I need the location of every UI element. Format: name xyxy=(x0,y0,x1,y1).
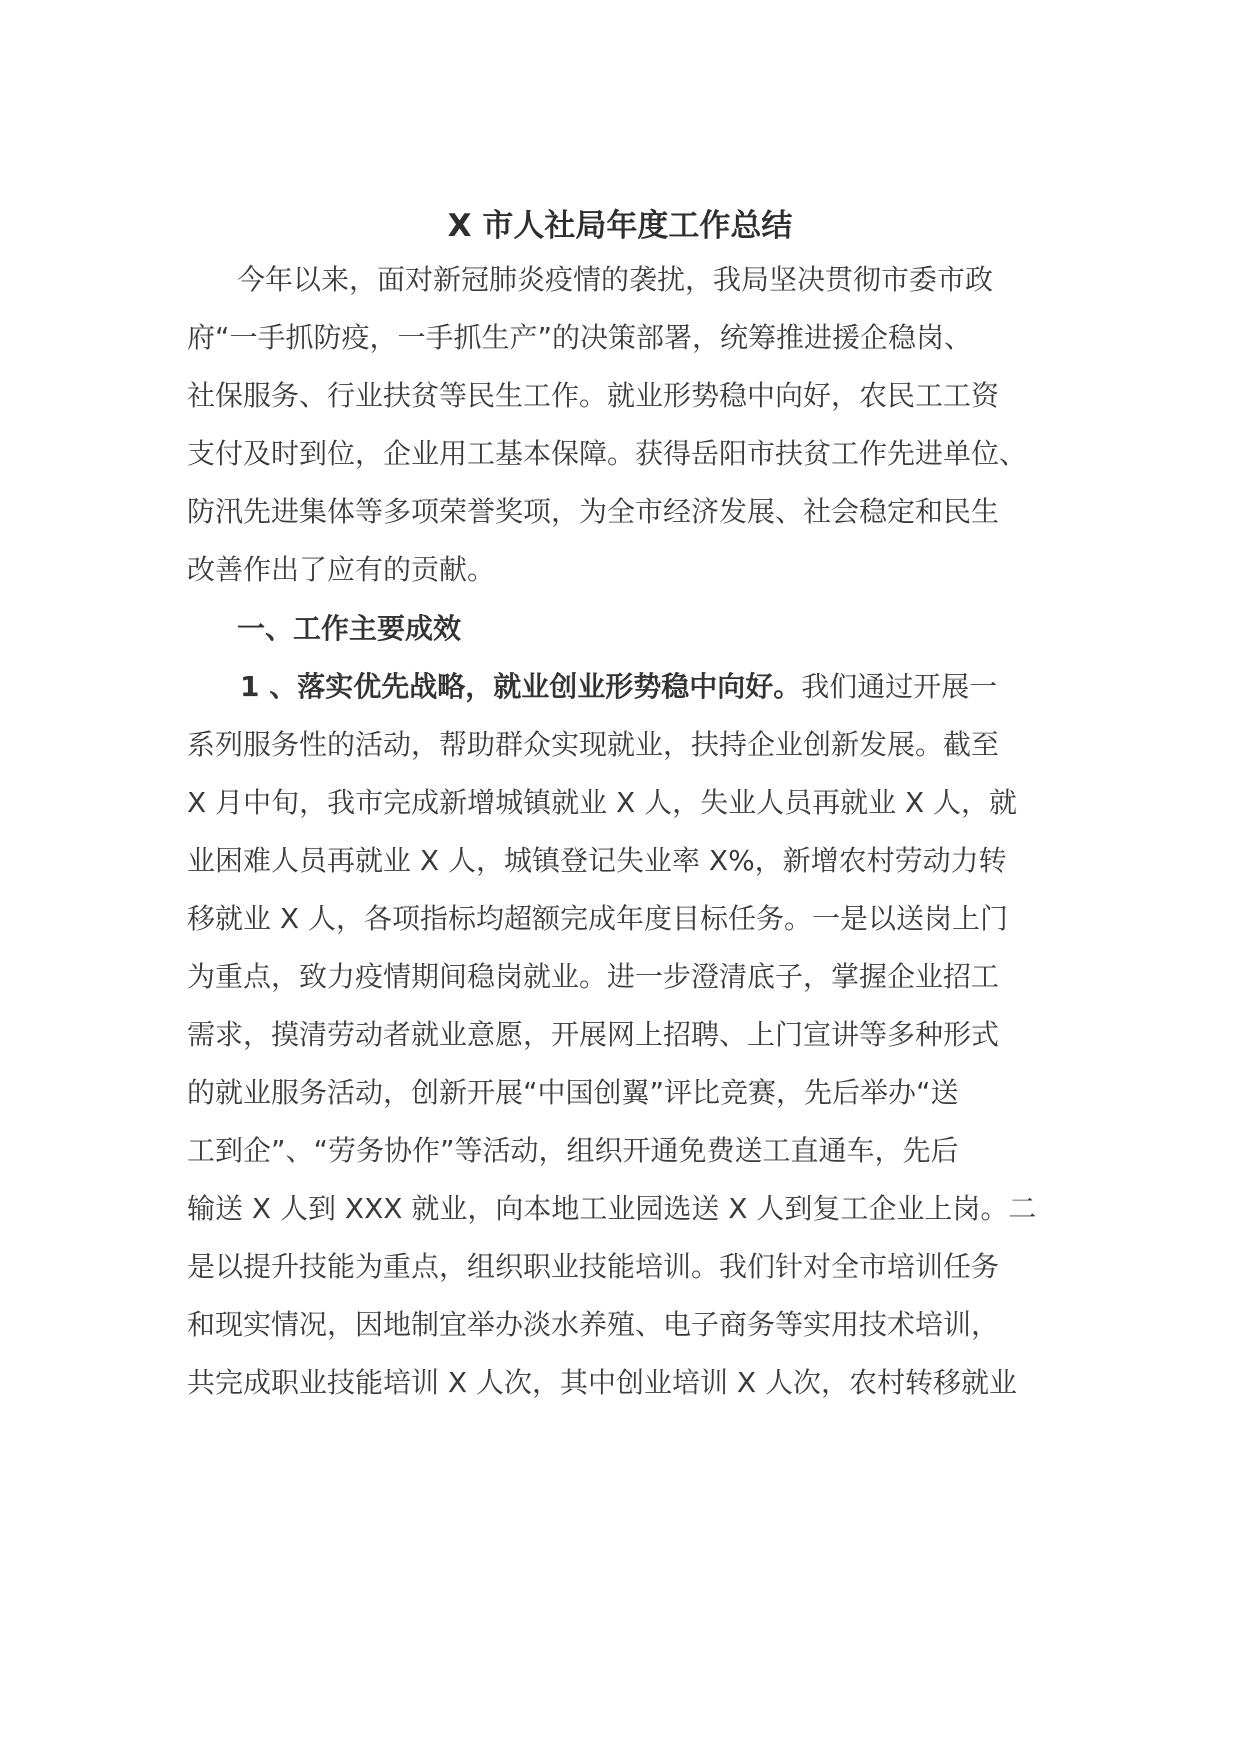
paragraph-line: 系列服务性的活动，帮助群众实现就业，扶持企业创新发展。截至 xyxy=(187,728,1000,761)
paragraph-line: 防汛先进集体等多项荣誉奖项，为全市经济发展、社会稳定和民生 xyxy=(187,495,1000,528)
paragraph-line: 移就业 X 人，各项指标均超额完成年度目标任务。一是以送岗上门 xyxy=(187,902,1008,935)
paragraph-line: 业困难人员再就业 X 人，城镇登记失业率 X%，新增农村劳动力转 xyxy=(187,844,1007,877)
paragraph-line: 为重点，致力疫情期间稳岗就业。进一步澄清底子，掌握企业招工 xyxy=(187,960,1000,993)
subsection-heading: 1 、落实优先战略，就业创业形势稳中向好。 xyxy=(240,670,802,703)
paragraph-line: 需求，摸清劳动者就业意愿，开展网上招聘、上门宣讲等多种形式 xyxy=(187,1018,1000,1051)
paragraph-text: 我们通过开展一 xyxy=(801,670,998,703)
paragraph-line: 府“一手抓防疫，一手抓生产”的决策部署，统筹推进援企稳岗、 xyxy=(187,321,973,354)
paragraph-line: 支付及时到位，企业用工基本保障。获得岳阳市扶贫工作先进单位、 xyxy=(187,437,1028,470)
paragraph-line: 共完成职业技能培训 X 人次，其中创业培训 X 人次，农村转移就业 xyxy=(187,1366,1017,1399)
paragraph-line: 和现实情况，因地制宜举办淡水养殖、电子商务等实用技术培训， xyxy=(187,1308,1000,1341)
document-title: X 市人社局年度工作总结 xyxy=(447,208,793,244)
paragraph-line: 的就业服务活动，创新开展“中国创翼”评比竞赛，先后举办“送 xyxy=(187,1076,959,1109)
paragraph-line: X 月中旬，我市完成新增城镇就业 X 人，失业人员再就业 X 人，就 xyxy=(187,786,1018,819)
paragraph-line: 社保服务、行业扶贫等民生工作。就业形势稳中向好，农民工工资 xyxy=(187,379,1000,412)
subsection-line xyxy=(240,667,997,707)
paragraph-line: 输送 X 人到 XXX 就业，向本地工业园选送 X 人到复工企业上岗。二 xyxy=(187,1192,1037,1225)
section-heading: 一、工作主要成效 xyxy=(237,612,462,645)
paragraph-line: 是以提升技能为重点，组织职业技能培训。我们针对全市培训任务 xyxy=(187,1250,1000,1283)
paragraph-line: 工到企”、“劳务协作”等活动，组织开通免费送工直通车，先后 xyxy=(187,1134,959,1167)
paragraph-line: 改善作出了应有的贡献。 xyxy=(187,553,496,586)
paragraph-line: 今年以来，面对新冠肺炎疫情的袭扰，我局坚决贯彻市委市政 xyxy=(237,263,994,296)
